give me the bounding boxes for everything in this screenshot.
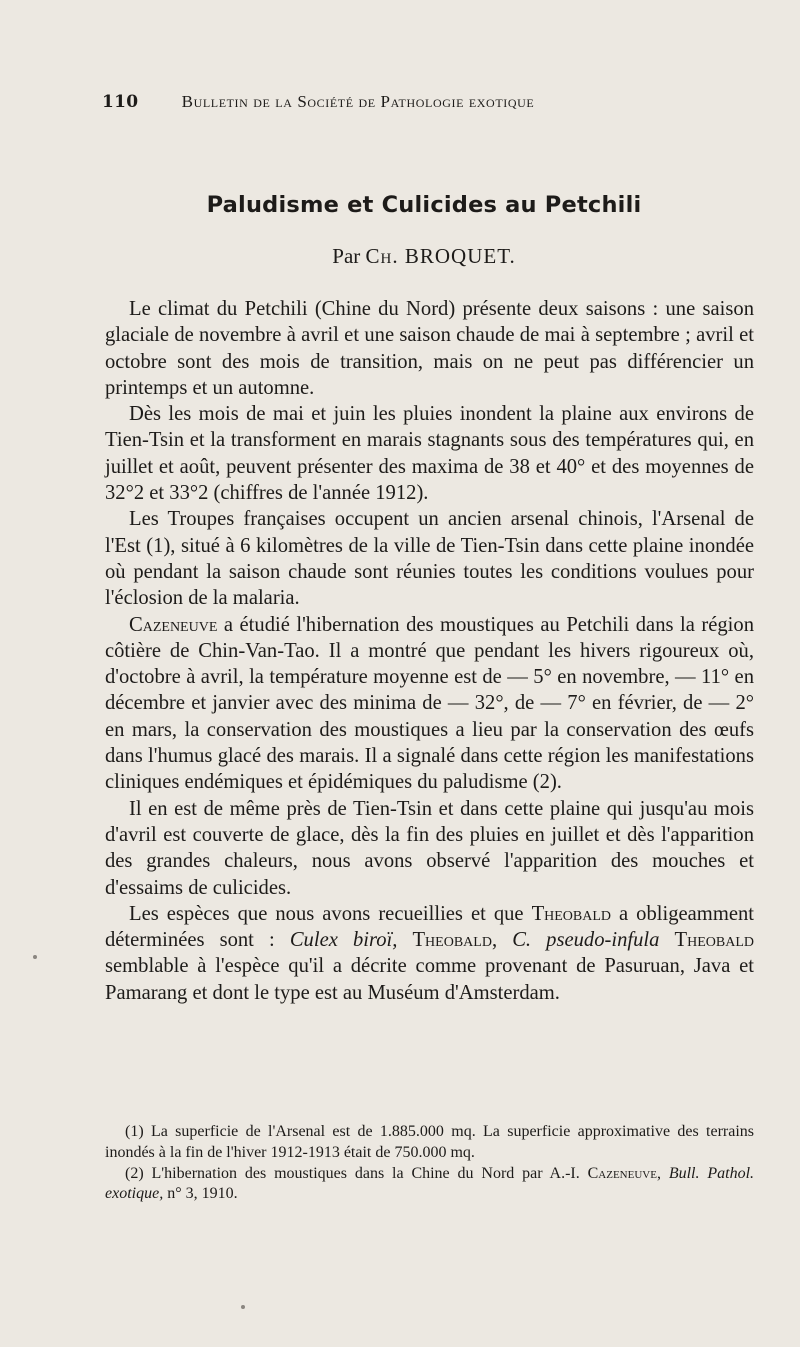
footnote-text: , [656,1164,669,1182]
footnote-text: n° 3, 1910. [163,1185,238,1203]
journal-title: Bulletin de la Société de Pathologie exotique [181,92,535,111]
footnote-text: (2) L'hibernation des moustiques dans la Chine du Nord par A.-I. [125,1164,588,1182]
running-header [102,92,662,112]
paragraph: Dès les mois de mai et juin les pluies inondent la plaine aux environs de Tien-Tsin et la transforment en marais stagnants sous des températures qui, en juillet et août, peuvent présenter des maxima de 38 et 40° et des moyennes de 32°2 et 33°2 (chiffres de l'année 1912). [105,403,754,505]
paper-speck [33,955,37,959]
paper-speck [241,1305,245,1309]
paragraph-text: a obligeamment déterminées sont : [105,902,754,952]
byline-prefix: Par [332,244,361,268]
paragraph: Les Troupes françaises occupent un ancien arsenal chinois, l'Arsenal de l'Est (1), situé à 6 kilomètres de la ville de Tien-Tsin dans cette plaine inondée où pendant la saison chaude sont réunies toutes les conditions voulues pour l'éclosion de la malaria. [105,508,754,610]
paragraph-text: semblable à l'espèce qu'il a décrite comme provenant de Pasuruan, Java et Pamarang et dont le type est au Muséum d'Amsterdam. [105,955,754,1004]
cited-author: Theobald [674,929,754,952]
species-name: Culex biroï, [289,929,398,952]
paragraph: Il en est de même près de Tien-Tsin et dans cette plaine qui jusqu'au mois d'avril est couverte de glace, dès la fin des pluies en juillet et dès l'apparition des grandes chaleurs, nous avons observé l'apparition des mouches et d'essaims de culicides. [105,797,754,899]
paragraph-text: a étudié l'hibernation des moustiques au Petchili dans la région côtière de Chin-Van-Tao. Il a montré que pendant les hivers rigoureux où, d'octobre à avril, la température moyenne est de — 5° en novembre, — 11° en décembre et janvier avec des minima de — 32°, de — 7° en février, de — 2° en mars, la conservation des moustiques a lieu par la conservation des œufs dans l'humus glacé des marais. Il a signalé dans cette région les manifestations cliniques endémiques et épidémiques du paludisme (2). [105,613,754,794]
footnotes [105,1122,754,1205]
species-name: C. pseudo-infula [512,929,660,952]
journal-citation: Bull. Pathol. exotique, [105,1164,755,1203]
author-name: Ch. BROQUET. [365,244,516,268]
paragraph: Le climat du Petchili (Chine du Nord) présente deux saisons : une saison glaciale de novembre à avril et une saison chaude de mai à septembre ; avril et octobre sont des mois de transition, mais on ne peut pas différencier un printemps et un automne. [105,298,754,399]
footnote: (1) La superficie de l'Arsenal est de 1.885.000 mq. La superficie approximative des terrains inondés à la fin de l'hiver 1912-1913 était de 750.000 mq. [105,1123,754,1161]
cited-author: Theobald [531,902,612,925]
footnote [105,1164,754,1206]
page-number: 110 [102,92,139,112]
paragraph [105,901,754,1006]
cited-author: Theobald [412,929,492,952]
article-title: Paludisme et Culicides au Petchili [206,192,642,218]
article-body [105,296,754,1006]
paragraph-text: Les espèces que nous avons recueillies et que [129,902,532,925]
paragraph [105,612,754,796]
cited-author: Cazeneuve [129,613,218,636]
byline [0,244,800,269]
cited-author: Cazeneuve [587,1164,657,1182]
paragraph-text: , [491,929,513,952]
